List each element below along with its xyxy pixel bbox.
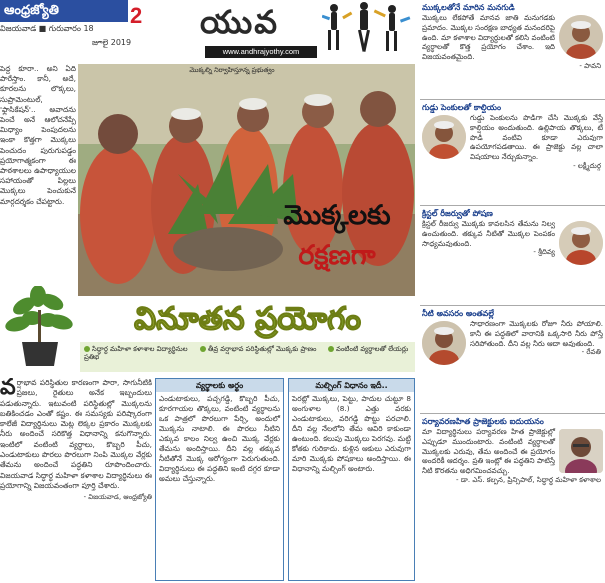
main-article-text: ర్షాభావ పరిస్థితుల కారణంగా పారా, సాగునీటికి ప్రజలు, రైతులు అనేక ఇబ్బందులు పడుతున్నారు. ఇటువంటి పరిస్థితుల్లో మొక్కలను బతికించడం ఎంతో కష్టం. ఈ సమస్యకు పరిష్కారంగా కాలేజీ విద్యార్థినులు మెట్ల లెక్కల ప్రకారం మొక్కలకు నీరు అందించే సరికొత్త విధానాన్ని కనుగొన్నారు. ఇంటిలో వంటింటి వ్యర్థాలు, కొబ్బరి పీచు, ఎండుటాకులు పొరలు పొరలుగా నింపి మొక్కల వేర్లకు తేమను అందించే పద్ధతిని రూపొందించారు. విజయవాడ సిద్ధార్థ మహిళా కళాశాల విద్యార్థినులు ఈ ప్రయోగాన్ని విజయవంతంగా పూర్తి చేశారు. [0,378,152,490]
drop-cap: వ [0,378,16,400]
date-line: విజయవాడ ■ గురువారం 18 [0,24,94,33]
right-column-profiles [420,0,605,583]
profile-name: - పావని [579,61,601,70]
headline-line-2: రక్షణగా [298,240,376,271]
profile-title: గుడ్డు పెంకులతో కాల్షియం [422,103,502,112]
headline [262,196,412,292]
bullet-icon [328,346,334,352]
profile-photo [559,221,603,265]
profile-text: క్రిస్టల్ రీజర్వు మొక్కకు కావలసిన తేమను నిల్వ ఉంచుతుంది. తక్కువ నీటితో మొక్కల పెంపకం సాధ్యమవుతుంది. [422,219,555,248]
box-heading: మల్చింగ్ విధానం ఇదీ.. [289,379,414,392]
left-column-text: పెద్ద కూరా.. అని ఏది పారేస్తాం. కానీ, అదే, కూరలను లొక్కలు, సుప్రామెంటుల్, 'ఫ్లాసికేషన్'.. అవాదను పెంచే అనే ఆలోచనేప్పే మిధ్యాం పెంపుదలను ఇంకా కొత్తగా మొక్కలు పెంచుదం పురుగుపడ్డం ప్రయోగాత్మకంగా ఈ పాఠశాలలు ఉపాధ్యాయుల సహాయంతో పిల్లలు మొక్కలు పెంచుకునే మార్గదర్శకం చేపట్టారు. [0,64,76,206]
photo-caption: మొక్కల్ని నిర్వాహిస్తూన్న ప్రభుత్వం [189,66,275,74]
date-year: జూలై 2019 [92,38,132,47]
key-points-bar [80,342,415,372]
profile-photo [559,15,603,59]
profile-5 [420,416,605,581]
profile-2 [420,102,605,206]
profile-text: గుడ్డు పెంకులను పొడిగా చేసి మొక్కకు వేస్తే కాల్షియం అందుతుంది. ఉల్లిపాయ తొక్కలు, టీ పొడి వంటివి కూడా ఎరువుగా ఉపయోగపడతాయి. ఈ ప్రాజెక్టు వల్ల చాలా విషయాలు నేర్చుకున్నాం. [470,113,603,162]
profile-text: సాధారణంగా మొక్కలకు రోజూ నీరు పోయాలి. కానీ ఈ పద్ధతిలో వారానికి ఒక్కసారి నీరు పోస్తే సరిపోతుంది. దీని వల్ల నీరు ఆదా అవుతుంది. [470,319,603,348]
main-title [80,296,415,342]
box-mulching-method [288,378,415,581]
bullet-icon [200,346,206,352]
profile-text: మా విద్యార్థినులు పర్యావరణ హిత ప్రాజెక్టుల్లో ఎప్పుడూ ముందుంటారు. వంటింటి వ్యర్థాలతో మొక్కలకు ఎరువు, తేమ అందించే ఈ ప్రయోగం అందరికీ ఆదర్శం. ప్రతి ఇంట్లో ఈ పద్ధతిని పాటిస్తే నీటి కొరతను అధిగమించవచ్చు. [422,427,555,476]
profile-4 [420,308,605,414]
profile-name: - లక్ష్మీదుర్గ [573,161,601,170]
box-heading: వ్యర్థాలకు అర్థం [156,379,283,392]
website-url: www.andhrajyothy.com [205,46,317,58]
profile-name: - శ్రీదివ్య [533,248,555,257]
paper-logo: ఆంధ్రజ్యోతి [0,0,128,22]
section-title: యువ [200,3,279,41]
profile-photo [422,321,466,365]
main-title-word-1: వినూతన [134,301,245,337]
box-text: ఎండుటాకులు, పచ్చగడ్డి, కొబ్బరి పీచు, కూరగాయల తొక్కలు, వంటింటి వ్యర్థాలను ఒక పాత్రలో పొరలుగా పేర్చి, అందులో మొక్కను నాటాలి. ఈ పొరలు నీటిని ఎక్కువ కాలం నిల్వ ఉంచి మొక్క వేర్లకు తేమను అందిస్తాయి. దీని వల్ల తక్కువ నీటితోనే మొక్క ఆరోగ్యంగా పెరుగుతుంది. విద్యార్థినులు ఈ పద్ధతిని ఇంటి దగ్గర కూడా అమలు చేస్తున్నారు. [159,394,280,483]
page-number: 2 [130,3,143,28]
key-point: వంటింటి వ్యర్థాలతో లేయర్లు [328,345,412,353]
potted-plant-image [2,286,78,368]
dancing-figures-illustration [322,0,412,58]
profile-name: - రేవతి [581,348,601,357]
profile-text: మొక్కలు లేకపోతే మానవ జాతి మనుగడకు ప్రమాదం. మొక్కల సంరక్షణ బాధ్యత మనందరిపై ఉంది. మా కళాశాల విద్యార్థులతో కలిసి వంటింటి వ్యర్థాలతో కొత్త ప్రయోగం చేశాం. ఇది విజయవంతమైంది. [422,13,555,62]
profile-3 [420,208,605,306]
key-point: తీవ్ర వర్షాభావ పరిస్థితుల్లో మొక్కకు ప్రాణం [200,345,320,353]
profile-title: నీటి అవసరం అంతవల్లే [422,309,494,318]
main-title-word-2: ప్రయోగం [255,301,361,337]
profile-photo [559,429,603,473]
profile-title: క్రిస్టల్ రీజర్వుతో పోషణ [422,209,493,218]
profile-title: ముక్కలతోనే మారిన మనగుడి [422,3,515,12]
bullet-icon [84,346,90,352]
box-text: పెరట్లో మొక్కలు, పెట్టు, పాదుల చుట్టూ 8 అంగుళాల (8.) ఎత్తు వరకు ఎండుటాకులు, వరిగడ్డి పొట్టు పరచాలి. దీని వల్ల నేలలోని తేమ ఆవిరి కాకుండా ఉంటుంది. కలుపు మొక్కలు పెరగవు. మట్టి కోతకు గురికాదు. కుళ్లిన ఆకులు ఎరువుగా మారి మొక్కకు పోషకాలు అందిస్తాయి. ఈ విధానాన్ని మల్చింగ్ అంటారు. [292,394,411,473]
box-waste-meaning [155,378,284,581]
profile-title: పర్యావరణహిత ప్రాజెక్టులకు ఐదుయనం [422,417,544,426]
main-article [0,378,152,580]
profile-name: - డా. ఎస్. కల్పన, ప్రిన్సిపాల్, సిద్ధార్థ మహిళా కళాశాల [456,475,601,484]
profile-photo [422,115,466,159]
article-credit: - విజయవాడ, ఆంధ్రజ్యోతి [83,493,152,502]
profile-1 [420,2,605,100]
key-point: సిద్ధార్థ మహిళా కళాశాల విద్యార్థినుల ప్రతిభ [84,345,188,361]
headline-line-1: మొక్కలకు [283,200,391,231]
